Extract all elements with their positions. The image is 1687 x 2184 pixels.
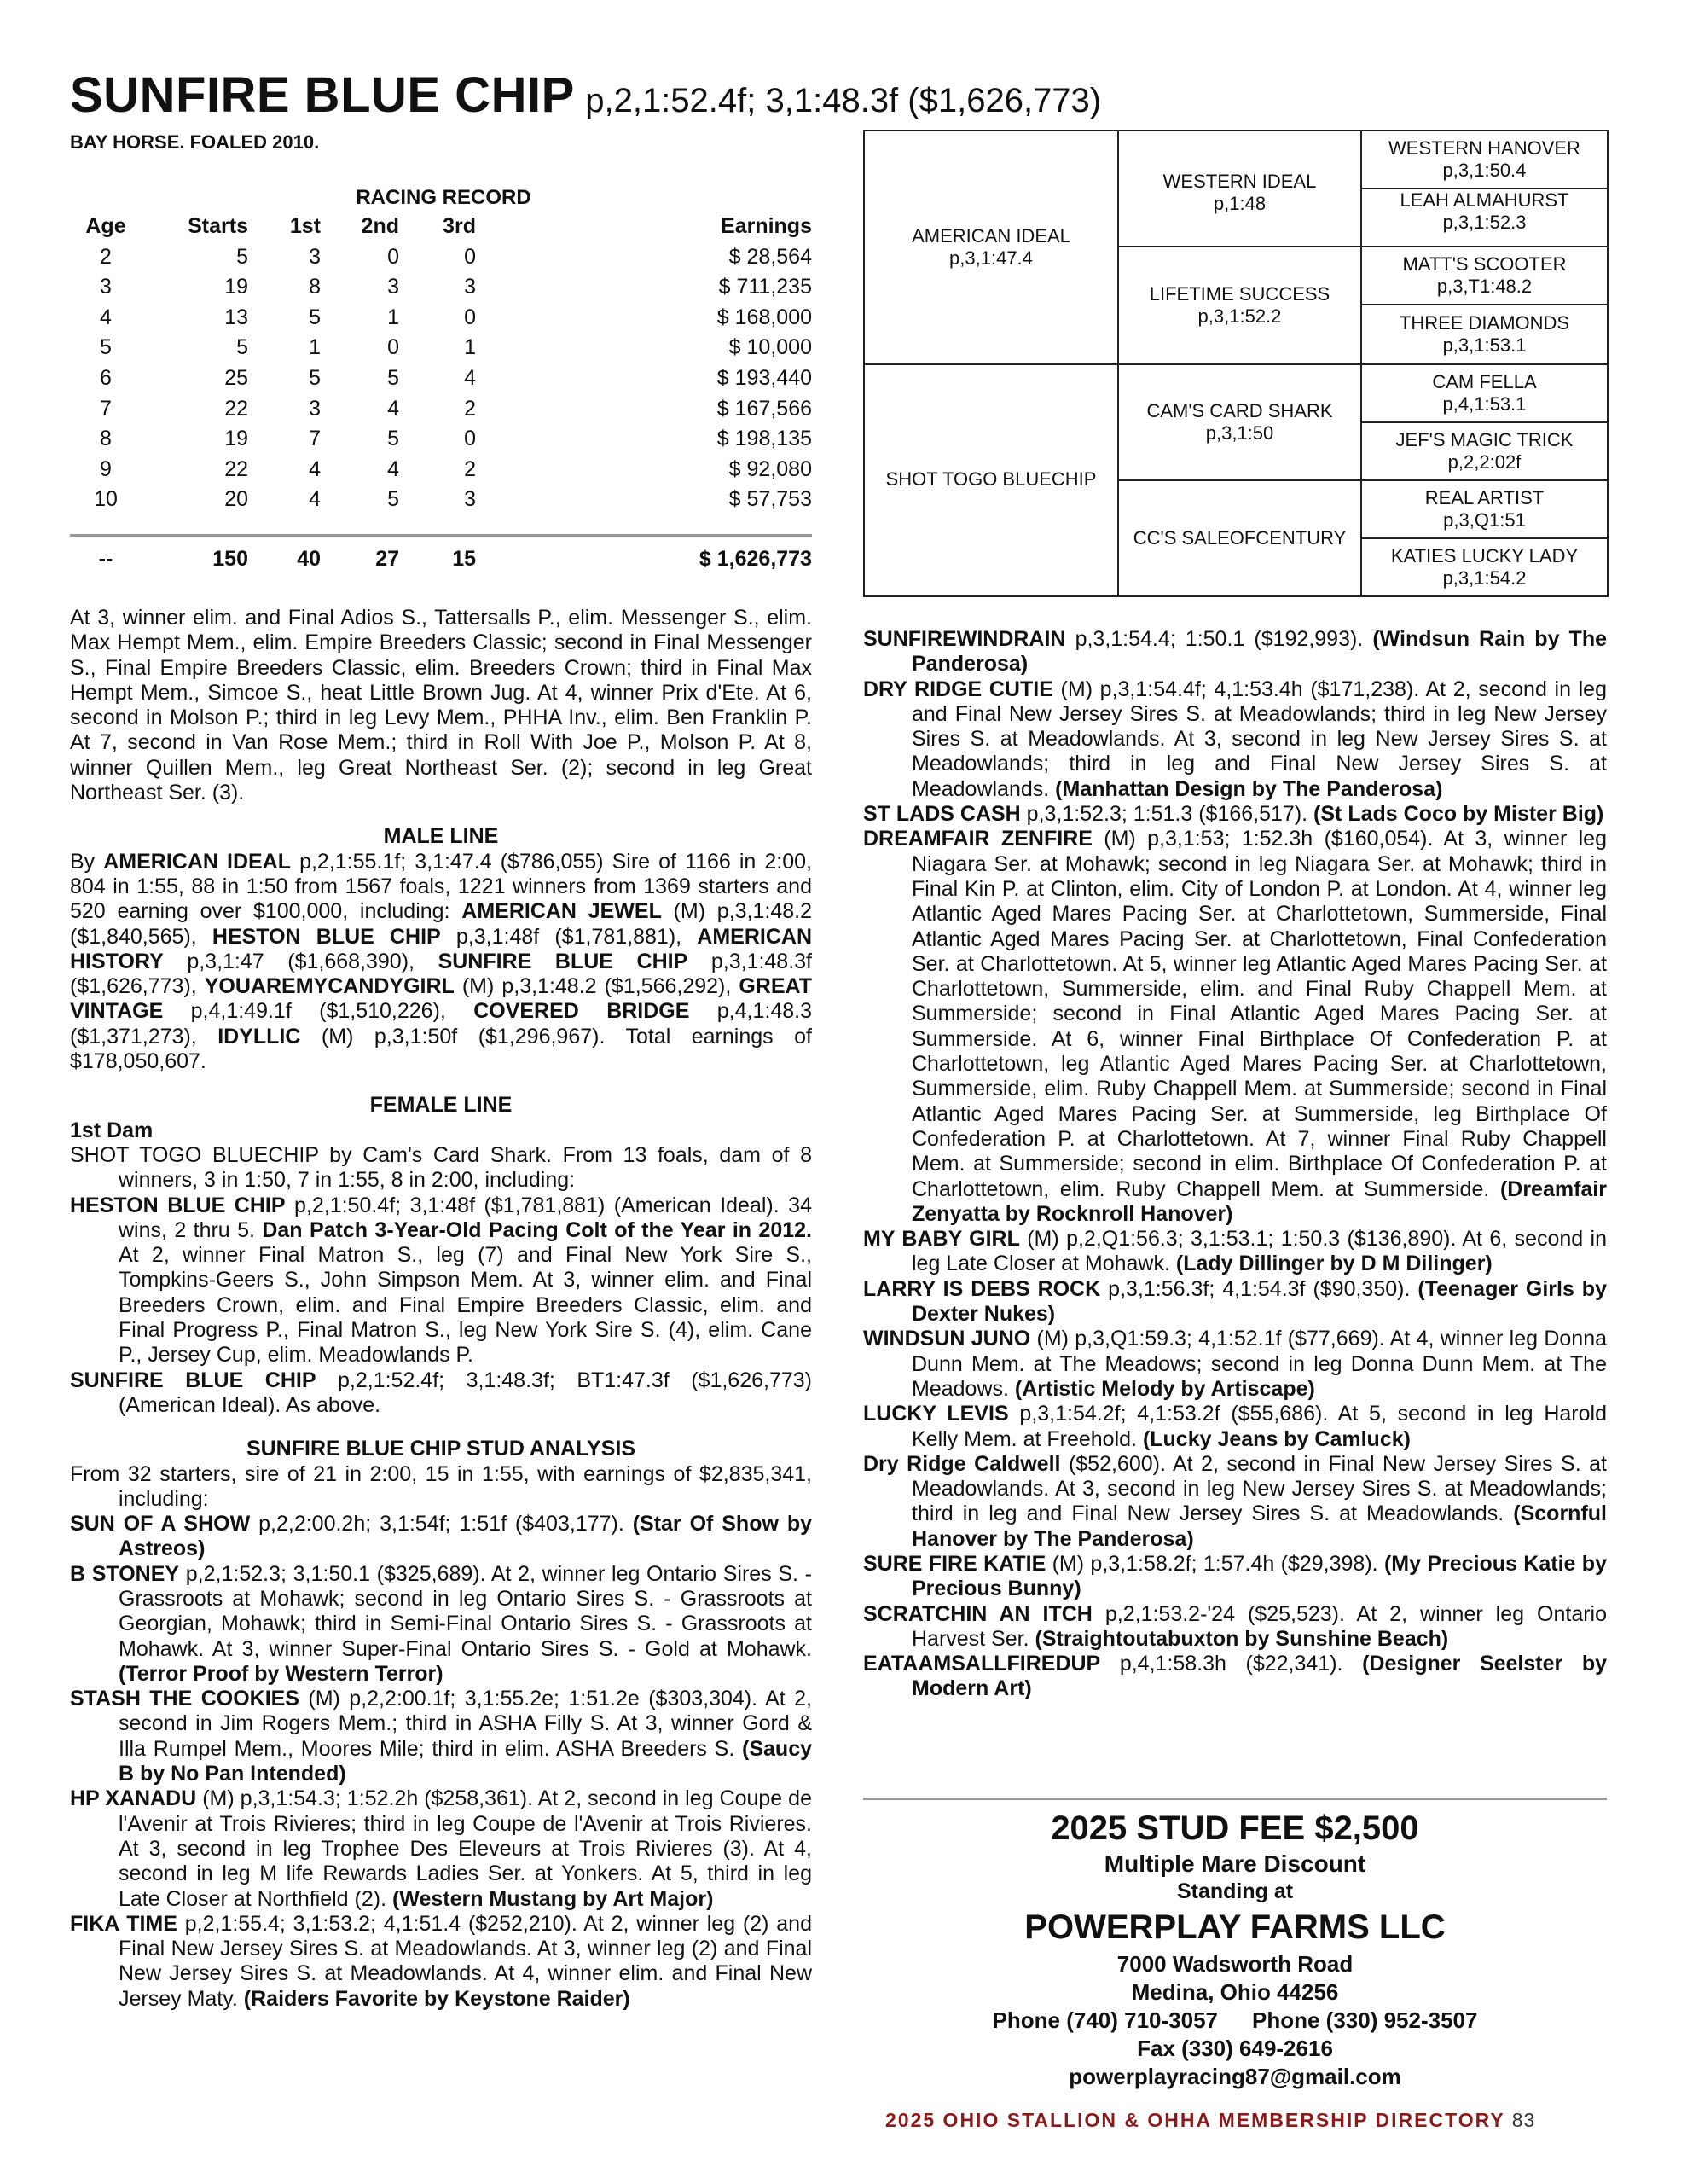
pedigree-record: p,3,T1:48.2	[1436, 276, 1533, 297]
table-cell: 5	[309, 305, 321, 329]
pedigree-name: KATIES LUCKY LADY	[1390, 545, 1579, 566]
offspring-name: DRY RIDGE CUTIE	[863, 677, 1053, 701]
table-cell: 9	[100, 456, 112, 481]
table-cell: $ 193,440	[716, 365, 812, 390]
offspring-record: (M) p,3,Q1:59.3; 4,1:52.1f ($77,669). At 4, winner leg Donna Dunn Mem. at The Meadows; second in leg Donna Dunn Mem. at The Meadows.	[912, 1327, 1608, 1401]
offspring-record: (M) p,3,1:54.3; 1:52.2h ($258,361). At 2, second in leg Coupe de l'Avenir at Trois Rivieres; third in leg Coupe de l'Avenir at Trois Rivieres. At 3, second in leg Trophee Des Eleveurs at Trois Rivieres (3). At 4, second in leg M life Rewards Ladies Ser. at Yonkers. At 5, third in leg Late Closer at Northfield (2).	[119, 1786, 812, 1911]
offspring-record: p,3,1:54.4; 1:50.1 ($192,993).	[1065, 627, 1373, 651]
offspring-name: SUNFIREWINDRAIN	[863, 627, 1066, 651]
standing-at: Standing at	[1176, 1879, 1294, 1903]
pedigree-record: p,3,1:53.1	[1442, 334, 1527, 356]
pedigree-name: CAM'S CARD SHARK	[1146, 400, 1333, 421]
racing-record-row	[70, 303, 812, 334]
offspring-dam: (Teenager Girls by Dexter Nukes)	[912, 1276, 1607, 1327]
offspring-entry	[863, 1652, 1607, 1702]
table-cell: 22	[224, 396, 248, 421]
offspring-name: LARRY IS DEBS ROCK	[863, 1276, 1101, 1301]
horse-record: p,2,1:52.4f; 3,1:48.3f ($1,626,773)	[585, 82, 1102, 119]
offspring-entry	[70, 1562, 812, 1687]
offspring-name: WINDSUN JUNO	[863, 1327, 1031, 1351]
pedigree-gg	[1362, 365, 1607, 421]
table-cell: 5	[236, 335, 248, 360]
phone-1: Phone (740) 710-3057	[992, 2007, 1218, 2033]
table-cell: $ 10,000	[728, 335, 812, 360]
offspring-dam: (Artistic Melody by Artiscape)	[1014, 1376, 1315, 1401]
table-cell: 0	[387, 335, 399, 360]
pedigree-name: SHOT TOGO BLUECHIP	[885, 468, 1097, 490]
table-cell: 7	[100, 396, 112, 421]
offspring-record: p,3,1:52.3; 1:51.3 ($166,517).	[1020, 802, 1314, 827]
text: p,2,1:52.4f; 3,1:48.3f; BT1:47.3f ($1,626,773) (American Ideal). As above.	[119, 1368, 812, 1417]
table-cell: 1	[464, 335, 476, 360]
offspring-name: SUNFIRE BLUE CHIP	[70, 1368, 316, 1392]
offspring-entry	[863, 1602, 1607, 1653]
table-cell: 6	[100, 365, 112, 390]
offspring-name: FIKA TIME	[70, 1911, 177, 1936]
table-cell: 4	[309, 456, 321, 481]
address-line-1: 7000 Wadsworth Road	[1116, 1951, 1354, 1977]
offspring-name: HESTON BLUE CHIP	[70, 1193, 286, 1217]
offspring-record: p,2,2:00.2h; 3,1:54f; 1:51f ($403,177).	[250, 1512, 633, 1536]
offspring-entry	[70, 1687, 812, 1786]
pedigree-record: p,3,1:52.3	[1442, 212, 1527, 233]
table-cell: 0	[464, 427, 476, 451]
racing-record-row	[70, 272, 812, 303]
pedigree-sire-dam	[1119, 247, 1360, 363]
female-line-heading: FEMALE LINE	[369, 1093, 513, 1118]
table-cell: 0	[464, 244, 476, 269]
racing-record-header-row	[70, 212, 812, 242]
female-line-entry	[70, 1194, 812, 1368]
phone-2: Phone (330) 952-3507	[1252, 2007, 1478, 2033]
offspring-name: SUN OF A SHOW	[70, 1512, 251, 1536]
offspring-name: HP XANADU	[70, 1786, 197, 1811]
offspring-entry	[863, 1327, 1607, 1402]
horse-name: SUNFIRE BLUE CHIP	[70, 67, 575, 123]
text: p,3,1:48.3f ($1,626,773),	[70, 949, 812, 999]
offspring-dam: (Western Mustang by Art Major)	[391, 1886, 714, 1911]
award-text: Dan Patch 3-Year-Old Pacing Colt of the Year in 2012.	[262, 1217, 812, 1242]
pedigree-name: LEAH ALMAHURST	[1400, 189, 1569, 211]
table-cell: 19	[224, 275, 248, 299]
email-address: powerplayracing87@gmail.com	[1069, 2064, 1401, 2089]
offspring-name: SCRATCHIN AN ITCH	[863, 1601, 1093, 1626]
pedigree-name: CC'S SALEOFCENTURY	[1133, 527, 1347, 549]
pedigree-record: p,3,1:54.2	[1442, 567, 1527, 589]
pedigree-gg	[1362, 305, 1607, 363]
table-cell: 2	[464, 396, 476, 421]
offspring-record: (M) p,3,1:58.2f; 1:57.4h ($29,398).	[1046, 1551, 1384, 1576]
pedigree-name: CAM FELLA	[1432, 371, 1537, 392]
table-cell: $ 28,564	[728, 244, 812, 269]
offspring-dam: (St Lads Coco by Mister Big)	[1313, 802, 1604, 827]
offspring-name: LUCKY LEVIS	[863, 1402, 1009, 1426]
page-footer	[885, 2109, 1535, 2132]
racing-record-row	[70, 363, 812, 394]
offspring-record: (M) p,2,2:00.1f; 3,1:55.2e; 1:51.2e ($303,304). At 2, second in Jim Rogers Mem.; third in ASHA Filly S. At 3, winner Gord & Illa Rumpel Mem., Moores Mile; third in elim. ASHA Breeders S.	[119, 1687, 812, 1761]
first-dam-text: SHOT TOGO BLUECHIP by Cam's Card Shark. From 13 foals, dam of 8 winners, 3 in 1:50, 7 in 1:55, 8 in 2:00, including:	[70, 1142, 812, 1193]
pedigree-record: p,3,1:50.4	[1442, 160, 1527, 181]
table-cell: 5	[387, 365, 399, 390]
text: p,2,1:50.4f; 3,1:48f ($1,781,881) (American Ideal). 34 wins, 2 thru 5.	[119, 1193, 812, 1242]
table-cell: $ 168,000	[716, 305, 812, 329]
racing-record-row	[70, 485, 812, 515]
horse-subtitle: BAY HORSE. FOALED 2010.	[70, 131, 320, 153]
table-cell: 0	[464, 305, 476, 329]
col-header: 3rd	[443, 214, 476, 238]
stud-fee: 2025 STUD FEE $2,500	[1051, 1809, 1419, 1847]
pedigree-name: JEF'S MAGIC TRICK	[1395, 429, 1574, 450]
table-cell: 5	[309, 365, 321, 390]
pedigree-gg	[1362, 247, 1607, 304]
offspring-record: p,2,1:55.4; 3,1:53.2; 4,1:51.4 ($252,210). At 2, winner leg (2) and Final New Jersey Sires S. at Meadowlands. At 3, winner leg (2) and Final New Jersey Sires S. at Meadowlands. At 4, winner elim. and Final New Jersey Maty.	[119, 1911, 812, 2011]
table-cell: 3	[464, 487, 476, 512]
offspring-dam: (Lucky Jeans by Camluck)	[1142, 1426, 1411, 1451]
table-cell: 4	[100, 305, 112, 329]
pedigree-name: AMERICAN IDEAL	[912, 225, 1070, 247]
racing-record-heading: RACING RECORD	[356, 186, 531, 209]
offspring-name: AMERICAN JEWEL	[461, 899, 662, 924]
stud-analysis-entries-left	[70, 1512, 812, 2012]
table-cell: 3	[387, 275, 399, 299]
table-cell: 25	[224, 365, 248, 390]
offspring-dam: (Scornful Hanover by The Panderosa)	[912, 1502, 1607, 1551]
table-cell: 22	[224, 456, 248, 481]
offspring-dam: (Saucy B by No Pan Intended)	[119, 1736, 812, 1786]
fax-number: Fax (330) 649-2616	[1137, 2036, 1333, 2061]
offspring-entry	[863, 827, 1607, 1227]
text: p,3,1:47 ($1,668,390),	[163, 949, 438, 973]
table-cell: 5	[387, 427, 399, 451]
table-cell: 150	[212, 546, 248, 571]
offspring-name: SUNFIRE BLUE CHIP	[438, 949, 688, 973]
table-cell: 3	[100, 275, 112, 299]
table-cell: 8	[309, 275, 321, 299]
table-cell: 8	[100, 427, 112, 451]
phone-numbers	[863, 2007, 1607, 2035]
table-cell: 5	[236, 244, 248, 269]
table-cell: 19	[224, 427, 248, 451]
offspring-dam: (Straightoutabuxton by Sunshine Beach)	[1035, 1626, 1449, 1651]
table-cell: $ 198,135	[716, 427, 812, 451]
offspring-entry	[863, 802, 1607, 827]
col-header: 2nd	[361, 214, 399, 238]
offspring-dam: (Manhattan Design by The Panderosa)	[1055, 776, 1443, 801]
pedigree-record: p,3,Q1:51	[1443, 509, 1526, 531]
table-cell: $ 711,235	[718, 275, 812, 299]
offspring-entry	[863, 677, 1607, 802]
pedigree-record: p,3,1:52.2	[1197, 305, 1282, 327]
table-cell: 3	[464, 275, 476, 299]
pedigree-gg	[1362, 131, 1607, 188]
pedigree-name: REAL ARTIST	[1424, 487, 1545, 508]
col-header: Starts	[188, 214, 248, 238]
offspring-name: HESTON BLUE CHIP	[212, 924, 441, 949]
table-cell: 3	[309, 396, 321, 421]
pedigree-chart	[863, 130, 1609, 597]
pedigree-name: LIFETIME SUCCESS	[1149, 283, 1330, 305]
offspring-name: ST LADS CASH	[863, 802, 1021, 827]
pedigree-gg	[1362, 539, 1607, 595]
table-cell: 1	[309, 335, 321, 360]
table-cell: 4	[387, 396, 399, 421]
offspring-name: SURE FIRE KATIE	[863, 1551, 1046, 1576]
offspring-name: DREAMFAIR ZENFIRE	[863, 827, 1093, 851]
col-header: Earnings	[721, 214, 812, 238]
pedigree-gg	[1362, 423, 1607, 479]
offspring-record: p,3,1:54.2f; 4,1:53.2f ($55,686). At 5, second in leg Harold Kelly Mem. at Freehold.	[912, 1402, 1607, 1451]
stud-analysis-heading: SUNFIRE BLUE CHIP STUD ANALYSIS	[246, 1437, 636, 1461]
text: By	[70, 849, 104, 874]
table-cell: 10	[94, 487, 118, 512]
offspring-name: STASH THE COOKIES	[70, 1687, 299, 1711]
offspring-dam: (Terror Proof by Western Terror)	[119, 1661, 443, 1686]
table-cell: --	[98, 546, 113, 571]
pedigree-sire-sire	[1119, 131, 1360, 246]
table-cell: 1	[387, 305, 399, 329]
text: (M) p,3,1:50f ($1,296,967). Total earnings of $178,050,607.	[70, 1024, 812, 1074]
col-header: 1st	[289, 214, 321, 238]
text: p,4,1:48.3 ($1,371,273),	[70, 999, 812, 1048]
offspring-record: ($52,600). At 2, second in Final New Jersey Sires S. at Meadowlands. At 3, second in leg New Jersey Sires S. at Meadowlands; third in leg and Final New Jersey Sires S. at Meadowlands.	[912, 1451, 1607, 1526]
standing-divider	[863, 1798, 1607, 1800]
pedigree-record: p,2,2:02f	[1447, 451, 1522, 473]
left-column	[70, 606, 812, 2012]
pedigree-record: p,1:48	[1213, 193, 1267, 214]
pedigree-name: MATT'S SCOOTER	[1402, 253, 1567, 275]
offspring-entry	[70, 1786, 812, 1911]
pedigree-sire	[865, 131, 1117, 363]
table-cell: 4	[309, 487, 321, 512]
offspring-name: GREAT VINTAGE	[70, 974, 812, 1024]
col-header: Age	[85, 214, 126, 238]
text: p,2,1:55.1f; 3,1:47.4 ($786,055) Sire of 1166 in 2:00, 804 in 1:55, 88 in 1:50 from 1567 foals, 1221 winners from 1369 starters and 520 earning over $100,000, including:	[70, 849, 812, 924]
offspring-entry	[863, 1452, 1607, 1552]
text: (M) p,3,1:48.2 ($1,840,565),	[70, 899, 812, 949]
stud-analysis-entries-right	[863, 627, 1607, 1702]
racing-record-row	[70, 394, 812, 425]
pedigree-record: p,3,1:47.4	[949, 247, 1033, 269]
table-cell: 40	[297, 546, 321, 571]
table-cell: 27	[375, 546, 399, 571]
racing-record-row	[70, 455, 812, 485]
racing-record-row	[70, 242, 812, 273]
first-dam-label: 1st Dam	[70, 1118, 154, 1142]
offspring-name: MY BABY GIRL	[863, 1227, 1020, 1252]
text: At 2, winner Final Matron S., leg (7) and Final New York Sire S., Tompkins-Geers S., John Simpson Mem. At 3, winner elim. and Final Breeders Crown, elim. and Final Empire Breeders Classic, elim. and Final Progress P., Final Matron S., leg New York Sire S. (4), elim. Cane P., Jersey Cup, elim. Meadowlands P.	[119, 1243, 812, 1368]
offspring-name: Dry Ridge Caldwell	[863, 1451, 1061, 1476]
offspring-dam: (Dreamfair Zenyatta by Rocknroll Hanover)	[912, 1176, 1607, 1226]
offspring-name: IDYLLIC	[217, 1024, 301, 1048]
offspring-dam: (Windsun Rain by The Panderosa)	[912, 627, 1608, 677]
table-cell: 7	[309, 427, 321, 451]
page-title	[70, 67, 1101, 124]
offspring-record: (M) p,3,1:53; 1:52.3h ($160,054). At 3, winner leg Niagara Ser. at Mohawk; second in leg Niagara Ser. at Mohawk; third in Final Kin P. at Clinton, elim. City of London P. at London. At 4, winner leg Atlantic Aged Mares Pacing Ser. at Charlottetown, Summerside, Final Atlantic Aged Mares Pacing Ser. at Charlottetown, Final Confederation Ser. at Charlottetown. At 5, winner leg Atlantic Aged Mares Pacing Ser. at Charlottetown, Summerside, elim. and Final Ruby Chappell Mem. at Summerside; second in Final Atlantic Aged Mares Pacing Ser. at Summerside. At 6, winner Final Birthplace Of Confederation P. at Charlottetown, leg Atlantic Aged Mares Pacing Ser. at Charlottetown, Summerside, elim. Ruby Chappell Mem. at Summerside; second in Final Atlantic Aged Mares Pacing Ser. at Summerside, leg Birthplace Of Confederation P. at Charlottetown. At 7, winner Final Ruby Chappell Mem. at Summerside; second in elim. Birthplace Of Confederation P. at Charlottetown, elim. Ruby Chappell Mem. at Summerside.	[912, 827, 1607, 1201]
table-cell: $ 92,080	[728, 456, 812, 481]
page-number: 83	[1511, 2109, 1536, 2131]
table-cell: $ 57,753	[728, 487, 812, 512]
offspring-name: B STONEY	[70, 1561, 180, 1586]
table-cell: 3	[309, 244, 321, 269]
directory-title: 2025 OHIO STALLION & OHHA MEMBERSHIP DIRECTORY	[885, 2109, 1505, 2131]
table-cell: 2	[100, 244, 112, 269]
table-cell: 20	[224, 487, 248, 512]
table-cell: 5	[100, 335, 112, 360]
pedigree-name: THREE DIAMONDS	[1399, 312, 1570, 334]
offspring-dam: (Star Of Show by Astreos)	[119, 1512, 813, 1561]
offspring-entry	[863, 1277, 1607, 1327]
table-cell: 5	[387, 487, 399, 512]
sire-name: AMERICAN IDEAL	[103, 849, 292, 874]
table-cell: 15	[452, 546, 476, 571]
offspring-record: (M) p,2,Q1:56.3; 3,1:53.1; 1:50.3 ($136,890). At 6, second in leg Late Closer at Mohawk.	[912, 1227, 1607, 1276]
offspring-name: EATAAMSALLFIREDUP	[863, 1652, 1101, 1676]
offspring-entry	[863, 627, 1607, 677]
pedigree-gg	[1362, 481, 1607, 537]
male-line-text	[70, 850, 812, 1075]
table-cell: 4	[387, 456, 399, 481]
pedigree-record: p,4,1:53.1	[1442, 393, 1527, 415]
male-line-heading: MALE LINE	[383, 824, 499, 849]
offspring-entry	[863, 1552, 1607, 1602]
offspring-entry	[863, 1227, 1607, 1277]
pedigree-record: p,3,1:50	[1205, 422, 1274, 444]
offspring-record: p,3,1:56.3f; 4,1:54.3f ($90,350).	[1100, 1276, 1418, 1301]
text: p,4,1:49.1f ($1,510,226),	[163, 999, 474, 1024]
pedigree-dam	[865, 363, 1117, 595]
table-cell: 4	[464, 365, 476, 390]
offspring-entry	[70, 1512, 812, 1562]
career-summary: At 3, winner elim. and Final Adios S., Tattersalls P., elim. Messenger S., elim. Max Hempt Mem., elim. Empire Breeders Classic; second in Final Messenger S., Final Empire Breeders Classic, elim. Breeders Crown; third in Final Max Hempt Mem., Simcoe S., heat Little Brown Jug. At 4, winner Prix d'Ete. At 6, second in Molson P.; third in leg Levy Mem., PHHA Inv., elim. Ben Franklin P. At 7, second in Van Rose Mem.; third in Roll With Joe P., Molson P. At 8, winner Quillen Mem., leg Great Northeast Ser. (2); second in leg Great Northeast Ser. (3).	[70, 606, 812, 805]
racing-record-row	[70, 333, 812, 363]
offspring-dam: (Designer Seelster by Modern Art)	[912, 1652, 1607, 1701]
text: (M) p,3,1:48.2 ($1,566,292),	[454, 974, 739, 999]
offspring-record: p,2,1:52.3; 3,1:50.1 ($325,689). At 2, winner leg Ontario Sires S. - Grassroots at Mohawk; second in leg Ontario Sires S. - Grassroots at Georgian, Mohawk; third in Semi-Final Ontario Sires S. - Grassroots at Mohawk. At 3, winner Super-Final Ontario Sires S. - Gold at Mohawk.	[119, 1561, 813, 1661]
offspring-dam: (My Precious Katie by Precious Bunny)	[912, 1551, 1607, 1601]
standing-info	[863, 1807, 1607, 2091]
offspring-name: COVERED BRIDGE	[473, 999, 690, 1024]
farm-name: POWERPLAY FARMS LLC	[1024, 1908, 1446, 1946]
offspring-dam: (Raiders Favorite by Keystone Raider)	[243, 1986, 630, 2011]
racing-record-row	[70, 424, 812, 455]
racing-record-divider	[70, 534, 812, 537]
offspring-entry	[70, 1912, 812, 2012]
table-cell: 2	[464, 456, 476, 481]
stud-analysis-intro: From 32 starters, sire of 21 in 2:00, 15 in 1:55, with earnings of $2,835,341, including:	[70, 1461, 812, 1511]
female-line-entry	[70, 1368, 812, 1419]
pedigree-dam-dam	[1119, 481, 1360, 595]
table-cell: 0	[387, 244, 399, 269]
racing-record-table	[70, 212, 812, 589]
offspring-dam: (Lady Dillinger by D M Dilinger)	[1175, 1252, 1493, 1276]
table-cell: 13	[224, 305, 248, 329]
mare-discount: Multiple Mare Discount	[1104, 1850, 1366, 1877]
offspring-name: AMERICAN HISTORY	[70, 924, 812, 973]
offspring-record: p,2,1:53.2-'24 ($25,523). At 2, winner leg Ontario Harvest Ser.	[912, 1601, 1608, 1651]
racing-record-totals-row	[70, 515, 812, 589]
table-cell: $ 167,566	[716, 396, 812, 421]
pedigree-name: WESTERN IDEAL	[1162, 171, 1317, 192]
offspring-entry	[863, 1402, 1607, 1452]
address-line-2: Medina, Ohio 44256	[1131, 1979, 1339, 2005]
pedigree-name: WESTERN HANOVER	[1388, 137, 1580, 159]
offspring-name: YOUAREMYCANDYGIRL	[204, 974, 455, 999]
offspring-record: (M) p,3,1:54.4f; 4,1:53.4h ($171,238). At 2, second in leg and Final New Jersey Sires S. at Meadowlands; third in leg New Jersey Sires S. at Meadowlands. At 3, second in leg New Jersey Sires S. at Meadowlands; third in leg and Final New Jersey Sires S. at Meadowlands.	[912, 677, 1607, 801]
table-cell: $ 1,626,773	[699, 546, 812, 571]
pedigree-dam-sire	[1119, 365, 1360, 479]
offspring-record: p,4,1:58.3h ($22,341).	[1100, 1652, 1363, 1676]
text: p,3,1:48f ($1,781,881),	[440, 924, 698, 949]
